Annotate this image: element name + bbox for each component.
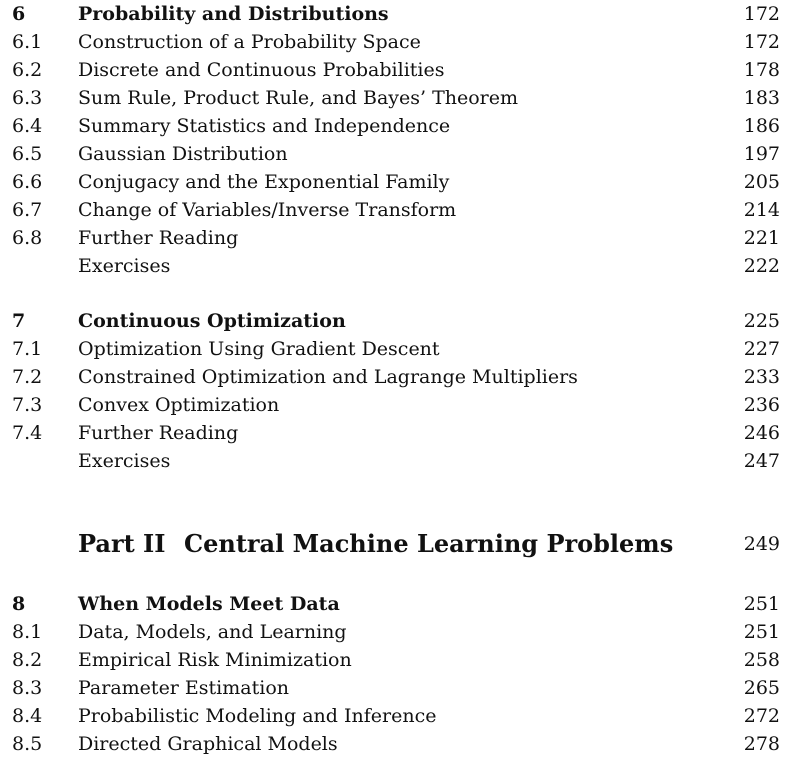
section-title: Optimization Using Gradient Descent: [78, 338, 440, 360]
toc-section-6-2[interactable]: [0, 56, 806, 84]
section-number: 6.8: [12, 227, 43, 249]
section-number: 8.2: [12, 649, 43, 671]
section-title: Further Reading: [78, 227, 239, 249]
page-number: 251: [743, 621, 780, 643]
page-number: 178: [743, 59, 780, 81]
section-title: Sum Rule, Product Rule, and Bayes’ Theorem: [78, 87, 519, 109]
section-number: 8.1: [12, 621, 43, 643]
page-number: 278: [743, 733, 780, 755]
page-number: 249: [743, 533, 780, 555]
section-title: Gaussian Distribution: [78, 143, 288, 165]
exercises-title: Exercises: [78, 450, 171, 472]
page-number: 172: [743, 3, 780, 25]
section-number: 6.1: [12, 31, 43, 53]
section-title: Probabilistic Modeling and Inference: [78, 705, 437, 727]
page-number: 214: [743, 199, 780, 221]
spacer: [0, 475, 806, 522]
toc-section-7-4[interactable]: [0, 419, 806, 447]
page-number: 247: [743, 450, 780, 472]
page-number: 236: [743, 394, 780, 416]
page-number: 251: [743, 593, 780, 615]
section-number: 7.1: [12, 338, 43, 360]
page-number: 272: [743, 705, 780, 727]
section-number: 7.2: [12, 366, 43, 388]
chapter-number: 6: [12, 3, 26, 25]
toc-section-7-3[interactable]: [0, 391, 806, 419]
page-number: 227: [743, 338, 780, 360]
toc-section-7-2[interactable]: [0, 363, 806, 391]
section-number: 6.7: [12, 199, 43, 221]
page-number: 233: [743, 366, 780, 388]
toc-section-8-1[interactable]: [0, 618, 806, 646]
section-title: Data, Models, and Learning: [78, 621, 347, 643]
chapter-title: When Models Meet Data: [78, 593, 340, 615]
page-number: 197: [743, 143, 780, 165]
section-number: 8.3: [12, 677, 43, 699]
section-number: 7.3: [12, 394, 43, 416]
section-title: Convex Optimization: [78, 394, 280, 416]
toc-section-8-5[interactable]: [0, 730, 806, 758]
section-title: Discrete and Continuous Probabilities: [78, 59, 445, 81]
section-number: 6.5: [12, 143, 43, 165]
page-number: 205: [743, 171, 780, 193]
chapter-number: 8: [12, 593, 26, 615]
section-title: Change of Variables/Inverse Transform: [78, 199, 457, 221]
section-title: Construction of a Probability Space: [78, 31, 421, 53]
page-number: 172: [743, 31, 780, 53]
section-number: 6.2: [12, 59, 43, 81]
spacer: [0, 280, 806, 307]
page-number: 258: [743, 649, 780, 671]
spacer: [0, 566, 806, 590]
section-title: Parameter Estimation: [78, 677, 289, 699]
toc-section-6-4[interactable]: [0, 112, 806, 140]
toc-exercises-7[interactable]: [0, 447, 806, 475]
section-number: 8.4: [12, 705, 43, 727]
toc-chapter-6[interactable]: [0, 0, 806, 28]
page-number: 183: [743, 87, 780, 109]
section-title: Empirical Risk Minimization: [78, 649, 352, 671]
page-number: 221: [743, 227, 780, 249]
page-number: 222: [743, 255, 780, 277]
toc-section-6-8[interactable]: [0, 224, 806, 252]
section-title: Conjugacy and the Exponential Family: [78, 171, 450, 193]
page-number: 265: [743, 677, 780, 699]
chapter-number: 7: [12, 310, 26, 332]
chapter-title: Continuous Optimization: [78, 310, 346, 332]
toc-section-6-1[interactable]: [0, 28, 806, 56]
toc-part-2[interactable]: [0, 522, 806, 566]
section-title: Directed Graphical Models: [78, 733, 338, 755]
part-label: Part II: [78, 529, 166, 558]
section-title: Summary Statistics and Independence: [78, 115, 451, 137]
part-title: Central Machine Learning Problems: [184, 529, 674, 558]
section-number: 6.4: [12, 115, 43, 137]
chapter-title: Probability and Distributions: [78, 3, 389, 25]
toc-section-8-3[interactable]: [0, 674, 806, 702]
toc-section-6-6[interactable]: [0, 168, 806, 196]
section-title: Further Reading: [78, 422, 239, 444]
toc-chapter-8[interactable]: [0, 590, 806, 618]
page-number: 225: [743, 310, 780, 332]
section-number: 7.4: [12, 422, 43, 444]
toc-chapter-7[interactable]: [0, 307, 806, 335]
toc-exercises-6[interactable]: [0, 252, 806, 280]
section-number: 6.3: [12, 87, 43, 109]
section-title: Constrained Optimization and Lagrange Multipliers: [78, 366, 578, 388]
toc-section-6-3[interactable]: [0, 84, 806, 112]
toc-section-6-7[interactable]: [0, 196, 806, 224]
toc-section-8-4[interactable]: [0, 702, 806, 730]
page-number: 186: [743, 115, 780, 137]
toc-section-7-1[interactable]: [0, 335, 806, 363]
page-number: 246: [743, 422, 780, 444]
section-number: 8.5: [12, 733, 43, 755]
section-number: 6.6: [12, 171, 43, 193]
toc-section-8-2[interactable]: [0, 646, 806, 674]
exercises-title: Exercises: [78, 255, 171, 277]
toc-section-6-5[interactable]: [0, 140, 806, 168]
